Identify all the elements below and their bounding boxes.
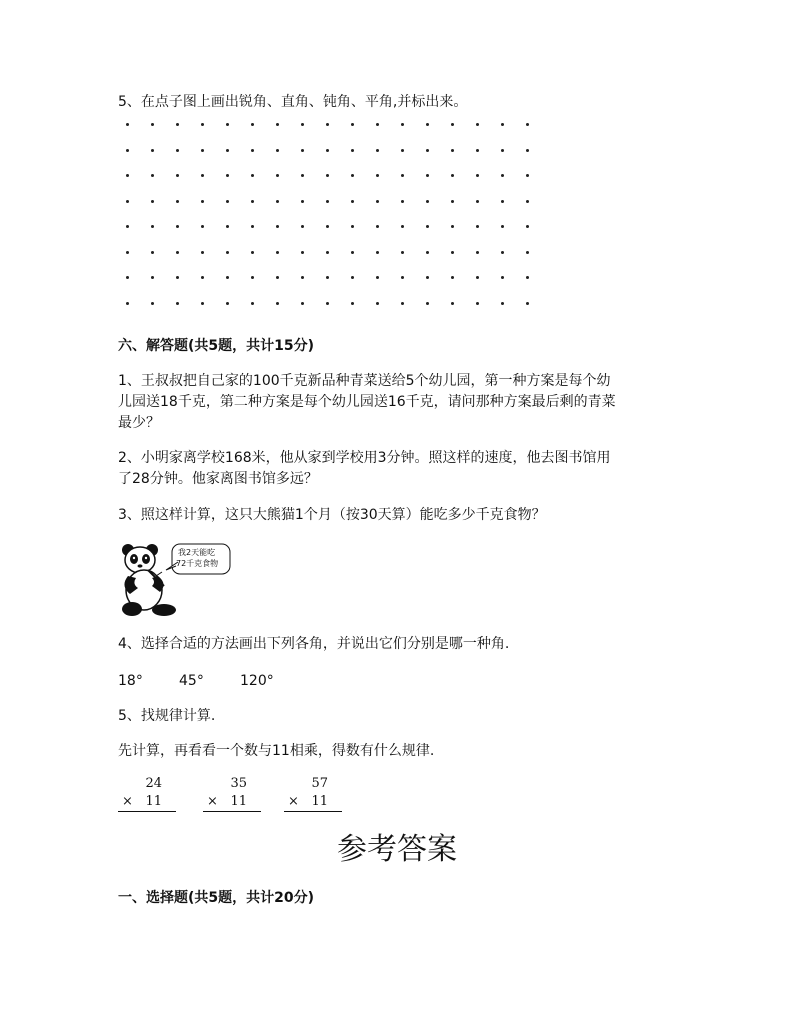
grid-dot[interactable] xyxy=(451,302,454,305)
dot-grid[interactable] xyxy=(126,118,546,318)
grid-dot[interactable] xyxy=(151,123,154,126)
grid-dot[interactable] xyxy=(176,302,179,305)
grid-dot[interactable] xyxy=(476,200,479,203)
multiplicand: 24 xyxy=(145,776,162,791)
problem-1-line-2: 儿园送18千克，第二种方案是每个幼儿园送16千克，请问那种方案最后剩的青菜 xyxy=(118,394,616,410)
problem-3: 3、照这样计算，这只大熊猫1个月（按30天算）能吃多少千克食物？ xyxy=(118,507,546,523)
grid-dot[interactable] xyxy=(451,276,454,279)
grid-dot[interactable] xyxy=(376,251,379,254)
grid-dot[interactable] xyxy=(501,251,504,254)
grid-dot[interactable] xyxy=(376,123,379,126)
grid-dot[interactable] xyxy=(151,225,154,228)
grid-dot[interactable] xyxy=(201,276,204,279)
grid-dot[interactable] xyxy=(126,174,129,177)
grid-dot[interactable] xyxy=(226,251,229,254)
grid-dot[interactable] xyxy=(251,225,254,228)
grid-dot[interactable] xyxy=(301,200,304,203)
grid-dot[interactable] xyxy=(451,123,454,126)
grid-dot[interactable] xyxy=(501,200,504,203)
multiplier: 11 xyxy=(145,794,162,809)
grid-dot[interactable] xyxy=(401,302,404,305)
grid-dot[interactable] xyxy=(151,302,154,305)
grid-dot[interactable] xyxy=(351,276,354,279)
grid-dot[interactable] xyxy=(351,225,354,228)
grid-dot[interactable] xyxy=(276,174,279,177)
grid-dot[interactable] xyxy=(376,276,379,279)
grid-dot[interactable] xyxy=(326,123,329,126)
grid-dot[interactable] xyxy=(476,225,479,228)
grid-dot[interactable] xyxy=(276,123,279,126)
grid-dot[interactable] xyxy=(226,149,229,152)
grid-dot[interactable] xyxy=(526,123,529,126)
multiplier: 11 xyxy=(311,794,328,809)
grid-dot[interactable] xyxy=(476,174,479,177)
grid-dot[interactable] xyxy=(401,123,404,126)
grid-dot[interactable] xyxy=(476,123,479,126)
grid-dot[interactable] xyxy=(226,276,229,279)
grid-dot[interactable] xyxy=(501,174,504,177)
grid-dot[interactable] xyxy=(426,174,429,177)
multiplier: 11 xyxy=(230,794,247,809)
grid-dot[interactable] xyxy=(451,200,454,203)
grid-dot[interactable] xyxy=(151,276,154,279)
grid-dot[interactable] xyxy=(451,225,454,228)
grid-dot[interactable] xyxy=(151,251,154,254)
grid-dot[interactable] xyxy=(126,200,129,203)
grid-dot[interactable] xyxy=(176,149,179,152)
grid-dot[interactable] xyxy=(176,251,179,254)
problem-2-line-2: 了28分钟。他家离图书馆多远？ xyxy=(118,471,318,487)
problem-5-instruction: 先计算，再看看一个数与11相乘，得数有什么规律. xyxy=(118,743,435,759)
grid-dot[interactable] xyxy=(301,276,304,279)
grid-dot[interactable] xyxy=(401,200,404,203)
grid-dot[interactable] xyxy=(251,302,254,305)
grid-dot[interactable] xyxy=(526,174,529,177)
panda-illustration xyxy=(118,540,238,618)
angle-value: 120° xyxy=(240,673,274,689)
problem-2-line-1: 2、小明家离学校168米，他从家到学校用3分钟。照这样的速度，他去图书馆用 xyxy=(118,450,611,466)
grid-dot[interactable] xyxy=(326,225,329,228)
grid-dot[interactable] xyxy=(176,200,179,203)
grid-dot[interactable] xyxy=(476,251,479,254)
grid-dot[interactable] xyxy=(276,225,279,228)
grid-dot[interactable] xyxy=(526,200,529,203)
grid-dot[interactable] xyxy=(176,123,179,126)
grid-dot[interactable] xyxy=(201,200,204,203)
grid-dot[interactable] xyxy=(176,174,179,177)
grid-dot[interactable] xyxy=(326,149,329,152)
problem-1-line-3: 最少？ xyxy=(118,415,160,431)
grid-dot[interactable] xyxy=(201,149,204,152)
answer-line[interactable] xyxy=(203,811,261,812)
grid-dot[interactable] xyxy=(426,149,429,152)
grid-dot[interactable] xyxy=(126,302,129,305)
multiplicand: 35 xyxy=(230,776,247,791)
grid-dot[interactable] xyxy=(426,251,429,254)
grid-dot[interactable] xyxy=(126,276,129,279)
grid-dot[interactable] xyxy=(526,225,529,228)
grid-dot[interactable] xyxy=(376,302,379,305)
answer-line[interactable] xyxy=(118,811,176,812)
grid-dot[interactable] xyxy=(351,174,354,177)
grid-dot[interactable] xyxy=(376,200,379,203)
grid-dot[interactable] xyxy=(501,276,504,279)
grid-dot[interactable] xyxy=(126,149,129,152)
grid-dot[interactable] xyxy=(276,302,279,305)
grid-dot[interactable] xyxy=(526,276,529,279)
problem-4: 4、选择合适的方法画出下列各角，并说出它们分别是哪一种角. xyxy=(118,636,510,652)
grid-dot[interactable] xyxy=(501,149,504,152)
grid-dot[interactable] xyxy=(376,174,379,177)
grid-dot[interactable] xyxy=(201,123,204,126)
grid-dot[interactable] xyxy=(276,149,279,152)
grid-dot[interactable] xyxy=(351,251,354,254)
times-sign: × xyxy=(207,794,218,809)
grid-dot[interactable] xyxy=(201,302,204,305)
grid-dot[interactable] xyxy=(301,225,304,228)
grid-dot[interactable] xyxy=(476,302,479,305)
grid-dot[interactable] xyxy=(251,123,254,126)
angle-value: 18° xyxy=(118,673,143,689)
angle-value: 45° xyxy=(179,673,204,689)
grid-dot[interactable] xyxy=(426,302,429,305)
grid-dot[interactable] xyxy=(251,276,254,279)
grid-dot[interactable] xyxy=(301,123,304,126)
section-6-title: 六、解答题(共5题，共计15分) xyxy=(118,338,315,354)
answer-line[interactable] xyxy=(284,811,342,812)
grid-dot[interactable] xyxy=(251,200,254,203)
times-sign: × xyxy=(122,794,133,809)
grid-dot[interactable] xyxy=(526,149,529,152)
grid-dot[interactable] xyxy=(526,251,529,254)
grid-dot[interactable] xyxy=(401,225,404,228)
grid-dot[interactable] xyxy=(276,200,279,203)
times-sign: × xyxy=(288,794,299,809)
answer-key-title: 参考答案 xyxy=(337,832,457,867)
grid-dot[interactable] xyxy=(201,174,204,177)
grid-dot[interactable] xyxy=(326,276,329,279)
grid-dot[interactable] xyxy=(351,302,354,305)
section-1-title: 一、选择题(共5题，共计20分) xyxy=(118,890,315,906)
grid-dot[interactable] xyxy=(151,200,154,203)
grid-dot[interactable] xyxy=(176,225,179,228)
grid-dot[interactable] xyxy=(226,123,229,126)
grid-dot[interactable] xyxy=(301,149,304,152)
multiplicand: 57 xyxy=(311,776,328,791)
grid-dot[interactable] xyxy=(526,302,529,305)
grid-dot[interactable] xyxy=(326,251,329,254)
grid-dot[interactable] xyxy=(401,174,404,177)
problem-1-line-1: 1、王叔叔把自己家的100千克新品种青菜送给5个幼儿园，第一种方案是每个幼 xyxy=(118,373,611,389)
grid-dot[interactable] xyxy=(276,251,279,254)
grid-dot[interactable] xyxy=(226,302,229,305)
grid-dot[interactable] xyxy=(251,149,254,152)
grid-dot[interactable] xyxy=(501,123,504,126)
grid-dot[interactable] xyxy=(451,149,454,152)
grid-dot[interactable] xyxy=(126,123,129,126)
grid-dot[interactable] xyxy=(476,149,479,152)
grid-dot[interactable] xyxy=(426,225,429,228)
grid-dot[interactable] xyxy=(476,276,479,279)
grid-dot[interactable] xyxy=(226,200,229,203)
grid-dot[interactable] xyxy=(351,149,354,152)
grid-dot[interactable] xyxy=(351,200,354,203)
grid-dot[interactable] xyxy=(426,276,429,279)
grid-dot[interactable] xyxy=(426,123,429,126)
grid-dot[interactable] xyxy=(401,251,404,254)
grid-dot[interactable] xyxy=(226,174,229,177)
grid-dot[interactable] xyxy=(126,251,129,254)
grid-dot[interactable] xyxy=(351,123,354,126)
grid-dot[interactable] xyxy=(126,225,129,228)
grid-dot[interactable] xyxy=(151,149,154,152)
grid-dot[interactable] xyxy=(276,276,279,279)
problem-5: 5、找规律计算. xyxy=(118,708,216,724)
grid-dot[interactable] xyxy=(501,302,504,305)
grid-dot[interactable] xyxy=(451,251,454,254)
grid-dot[interactable] xyxy=(326,302,329,305)
grid-dot[interactable] xyxy=(451,174,454,177)
grid-dot[interactable] xyxy=(426,200,429,203)
grid-dot[interactable] xyxy=(401,276,404,279)
grid-dot[interactable] xyxy=(376,225,379,228)
question-5-draw-angles: 5、在点子图上画出锐角、直角、钝角、平角,并标出来。 xyxy=(118,94,468,110)
bubble-text-line-2: 72千克食物 xyxy=(176,559,219,568)
grid-dot[interactable] xyxy=(301,174,304,177)
grid-dot[interactable] xyxy=(401,149,404,152)
grid-dot[interactable] xyxy=(501,225,504,228)
grid-dot[interactable] xyxy=(176,276,179,279)
grid-dot[interactable] xyxy=(326,200,329,203)
grid-dot[interactable] xyxy=(251,251,254,254)
grid-dot[interactable] xyxy=(301,302,304,305)
grid-dot[interactable] xyxy=(226,225,229,228)
grid-dot[interactable] xyxy=(151,174,154,177)
grid-dot[interactable] xyxy=(201,225,204,228)
grid-dot[interactable] xyxy=(326,174,329,177)
grid-dot[interactable] xyxy=(376,149,379,152)
grid-dot[interactable] xyxy=(301,251,304,254)
grid-dot[interactable] xyxy=(201,251,204,254)
bubble-text-line-1: 我2天能吃 xyxy=(178,548,216,557)
grid-dot[interactable] xyxy=(251,174,254,177)
